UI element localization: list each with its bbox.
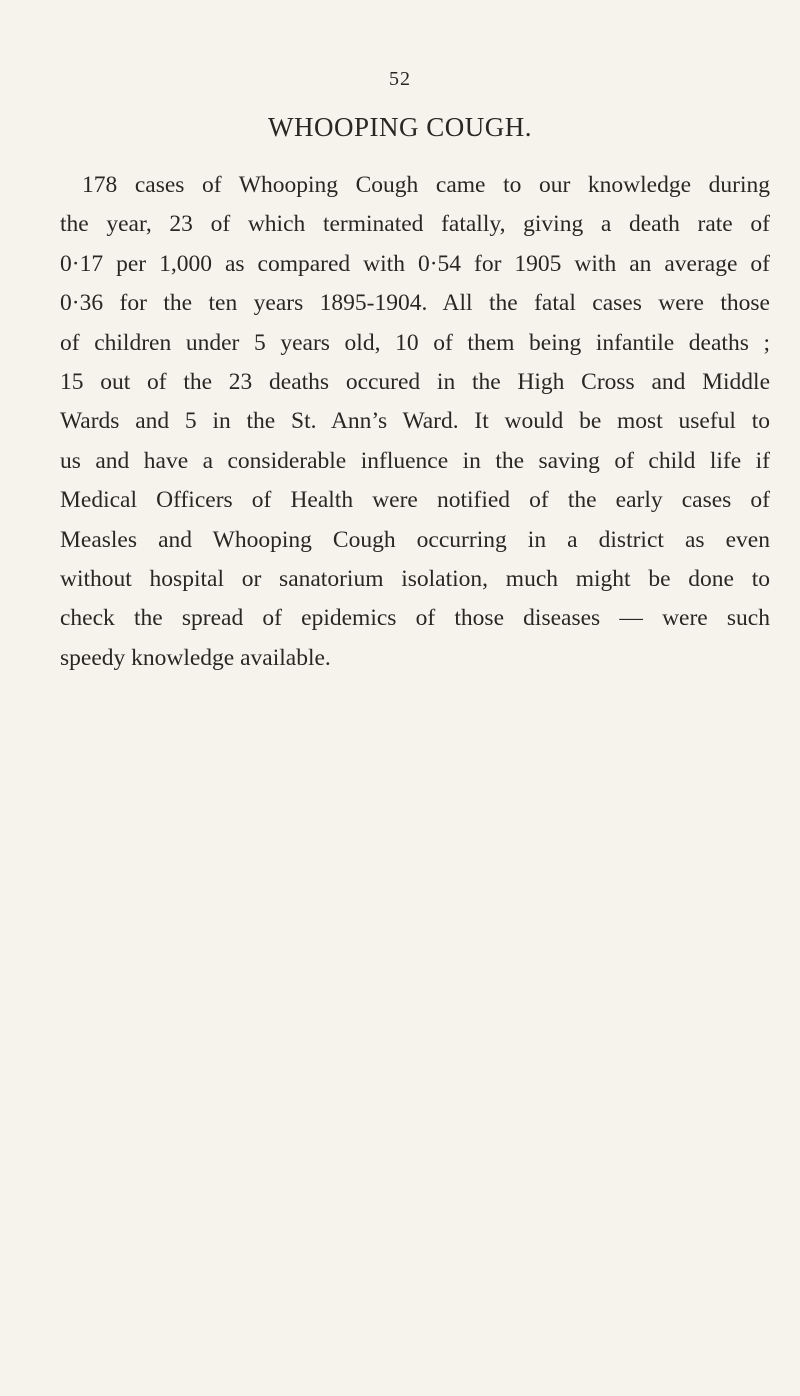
paragraph-line: 178 cases of Whooping Cough came to our knowledge during: [82, 172, 770, 198]
paragraph-line: check the spread of epidemics of those diseases — were such: [60, 605, 770, 632]
paragraph-line: 0·36 for the ten years 1895-1904. All the fatal cases were those: [60, 290, 770, 317]
paragraph-line: Medical Officers of Health were notified of the early cases of: [60, 487, 770, 514]
paragraph-line: Measles and Whooping Cough occurring in a district as even: [60, 526, 770, 553]
section-heading: WHOOPING COUGH.: [268, 112, 532, 142]
paragraph-line: speedy knowledge available.: [60, 644, 331, 671]
body-paragraph: [60, 166, 770, 678]
page-number: 52: [389, 68, 411, 90]
paragraph-line: us and have a considerable influence in the saving of child life if: [60, 447, 770, 474]
paragraph-line: the year, 23 of which terminated fatally, giving a death rate of: [60, 211, 770, 238]
paragraph-line: of children under 5 years old, 10 of them being infantile deaths ;: [60, 329, 770, 356]
paragraph-line: 15 out of the 23 deaths occured in the High Cross and Middle: [60, 369, 770, 396]
paragraph-line: without hospital or sanatorium isolation, much might be done to: [60, 566, 770, 593]
paragraph-line: 0·17 per 1,000 as compared with 0·54 for 1905 with an average of: [60, 250, 770, 277]
paragraph-line: Wards and 5 in the St. Ann’s Ward. It would be most useful to: [60, 408, 770, 435]
